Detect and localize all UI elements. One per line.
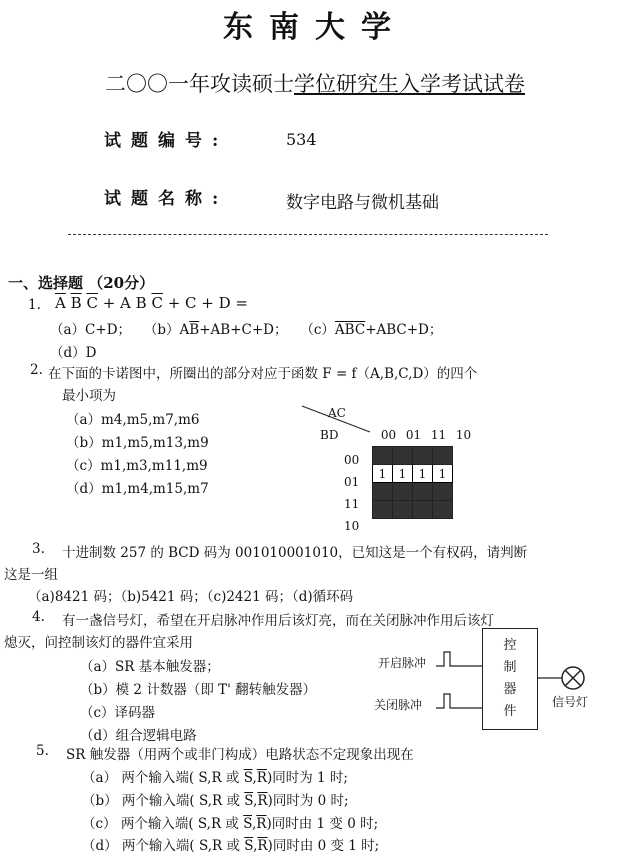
q4-option-a: （a）SR 基本触发器； [80,659,220,675]
kmap-col-header: 00 [380,428,397,442]
q4-option-c: （c）译码器 [80,705,156,721]
q4-option-d: （d）组合逻辑电路 [80,728,197,744]
q5-number: 5. [36,743,49,759]
kmap-row-headers [344,449,359,537]
q4-line1: 有一盏信号灯，希望在开启脉冲作用后该灯亮，而在关闭脉冲作用后该灯 [62,613,494,629]
kmap-cell: 1 [413,465,433,483]
kmap-col-header: 11 [430,428,447,442]
kmap-row-header: 11 [344,497,360,511]
q1-option-d: （d）D [50,345,97,361]
q2-option-b: （b）m1,m5,m13,m9 [66,435,209,451]
q1-option-b: $(b)A\overline{B}+AB+C+D$； [143,322,288,338]
exam-title-underlined: 学位研究生入学考试试卷 [294,72,525,96]
q2-option-a: （a）m4,m5,m7,m6 [66,412,200,428]
code-label: 试题编号: [104,131,229,151]
q1-abar: $\overline{A}$ [55,294,66,312]
q1-cbar2: $\overline{C}$ [151,294,163,312]
kmap-col-header: 10 [455,428,472,442]
q1-term: + A B [102,294,147,312]
kmap-ac-label: AC [328,406,346,420]
q5-line1: SR 触发器（用两个或非门构成）电路状态不定现象出现在 [66,747,414,763]
q1-term2: + C + D = [167,294,248,312]
university-title: 东南大学 [223,10,407,45]
q5-option-b: （b） 两个输入端( S,R 或 $\overline{S},\overline{R}$)同时为 0 时; [82,793,349,809]
q4-number: 4. [32,609,45,625]
kmap-col-header: 01 [405,428,422,442]
q3-number: 3. [32,541,45,557]
q3-line2: 这是一组 [4,567,58,583]
kmap-col-headers [376,428,476,442]
exam-title [0,68,630,98]
q1-expression [55,294,248,312]
exam-title-plain: 二〇〇一年攻读硕士 [105,72,294,96]
q3-line1: 十进制数 257 的 BCD 码为 001010001010，已知这是一个有权码，请判断 [62,545,528,561]
q5-option-d: （d） 两个输入端( S,R 或 $\overline{S},\overline{R}$)同时由 0 变 1 时; [82,838,380,854]
kmap-cell: 1 [393,465,413,483]
q3-options: （a)8421 码；（b)5421 码；（c)2421 码；（d)循环码 [28,589,354,605]
kmap-cell: 1 [433,465,453,483]
kmap-grid [372,446,453,519]
control-device-box [482,628,538,730]
q4-option-b: （b）模 2 计数器（即 T' 翻转触发器） [80,682,317,698]
kmap-cell: 1 [373,465,393,483]
q1-options-line [50,318,442,338]
name-label: 试题名称: [104,189,229,209]
control-device-label: 控 制 器 件 [503,638,517,719]
q2-option-d: （d）m1,m4,m15,m7 [66,481,209,497]
divider-line [68,234,548,235]
q2-number: 2. [30,362,43,378]
kmap-row-header: 00 [344,453,360,467]
q1-bbar: $\overline{B}$ [70,294,82,312]
on-pulse-label: 开启脉冲 [378,656,427,670]
kmap-row-header: 01 [344,475,360,489]
q2-line2: 最小项为 [62,388,116,404]
section-heading: 一、选择题 （20分） [8,274,155,292]
q1-option-a: （a）C+D； [50,322,132,338]
q1-number: 1. [28,297,41,313]
q2-line1: 在下面的卡诺图中，所圈出的部分对应于函数 F = f（A,B,C,D）的四个 [48,366,478,382]
q1-option-c: $(c)\overline{A}\overline{B}\overline{C}+ABC+D$； [300,322,443,338]
off-pulse-label: 关闭脉冲 [374,698,423,712]
q4-line2: 熄灭，问控制该灯的器件宜采用 [4,635,193,651]
name-value: 数字电路与微机基础 [286,193,439,213]
q1-cbar: $\overline{C}$ [86,294,98,312]
code-value: 534 [286,130,317,149]
q2-option-c: （c）m1,m3,m11,m9 [66,458,208,474]
signal-lamp-label: 信号灯 [552,695,589,709]
kmap-row-header: 10 [344,519,360,533]
q5-option-c: （c） 两个输入端( S,R 或 $\overline{S},\overline{R}$)同时由 1 变 0 时; [82,816,379,832]
q5-option-a: （a） 两个输入端( S,R 或 $\overline{S},\overline{R}$)同时为 1 时; [82,770,348,786]
kmap-bd-label: BD [320,428,339,442]
